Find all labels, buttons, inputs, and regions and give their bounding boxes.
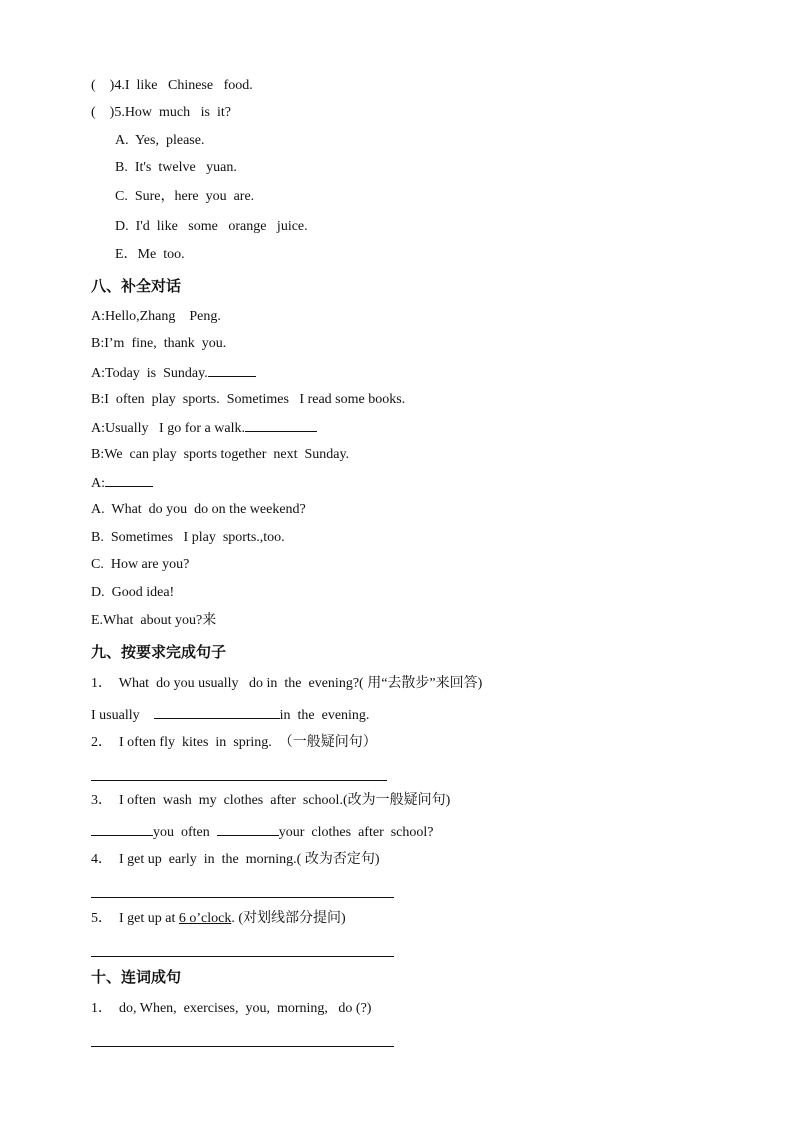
dialog-line-7 (91, 473, 153, 493)
dialog-line-7-text: A: (91, 476, 105, 491)
dialog-option-e: E.What about you?来 (91, 613, 217, 628)
dialog-line-3 (91, 363, 256, 383)
dialog-line-5-text: A:Usually I go for a walk. (91, 421, 245, 436)
dialog-line-4: B:I often play sports. Sometimes I read some books. (91, 392, 406, 407)
rewrite-answer-3-post: your clothes after school? (278, 825, 434, 840)
rewrite-blank-3b[interactable] (217, 822, 279, 836)
dialog-blank-3[interactable] (105, 473, 153, 487)
underlined-phrase: 6 o’clock (178, 911, 232, 926)
dialog-line-5 (91, 418, 317, 438)
rewrite-question-5 (91, 910, 346, 928)
rewrite-question-5-pre: 5． I get up at (91, 911, 176, 926)
section-9-title: 九、按要求完成句子 (91, 643, 227, 661)
rewrite-question-2: 2． I often fly kites in spring. （一般疑问句） (91, 735, 377, 750)
match-option-d: D. I'd like some orange juice. (115, 219, 308, 234)
rewrite-question-5-post: . (对划线部分提问) (231, 911, 346, 926)
rewrite-answer-3 (91, 822, 434, 842)
match-option-e: E．Me too. (115, 247, 185, 262)
dialog-line-2: B:I’m fine, thank you. (91, 336, 227, 351)
answer-line-10-1[interactable] (91, 1046, 394, 1047)
rewrite-answer-1-post: in the evening. (279, 708, 370, 723)
dialog-option-d: D. Good idea! (91, 585, 175, 600)
question-5: ( )5.How much is it? (91, 105, 231, 120)
match-option-c: C. Sure，here you are. (115, 189, 255, 204)
answer-line-2[interactable] (91, 780, 387, 781)
dialog-blank-2[interactable] (245, 418, 317, 432)
rewrite-blank-3a[interactable] (91, 822, 153, 836)
match-option-b: B. It's twelve yuan. (115, 160, 237, 175)
dialog-line-3-text: A:Today is Sunday. (91, 366, 208, 381)
rewrite-blank-1[interactable] (154, 705, 280, 719)
rewrite-answer-1-pre: I usually (91, 708, 140, 723)
dialog-option-c: C. How are you? (91, 557, 190, 572)
answer-line-4[interactable] (91, 897, 394, 898)
word-order-question-1: 1． do, When, exercises, you, morning, do (?) (91, 1001, 372, 1016)
dialog-option-b: B. Sometimes I play sports.,too. (91, 530, 285, 545)
dialog-blank-1[interactable] (208, 363, 256, 377)
dialog-line-6: B:We can play sports together next Sunday. (91, 447, 350, 462)
question-4: ( )4.I like Chinese food. (91, 78, 253, 93)
match-option-a: A. Yes, please. (115, 133, 205, 148)
section-8-title: 八、补全对话 (91, 277, 182, 295)
rewrite-answer-1 (91, 705, 369, 725)
rewrite-question-4: 4． I get up early in the morning.( 改为否定句) (91, 852, 380, 867)
rewrite-answer-3-mid: you often (153, 825, 210, 840)
dialog-option-a: A. What do you do on the weekend? (91, 502, 306, 517)
rewrite-question-3: 3． I often wash my clothes after school.(改为一般疑问句) (91, 793, 451, 808)
rewrite-question-1: 1． What do you usually do in the evening?( 用“去散步”来回答) (91, 676, 483, 691)
dialog-line-1: A:Hello,Zhang Peng. (91, 309, 221, 324)
section-10-title: 十、连词成句 (91, 968, 182, 986)
answer-line-5[interactable] (91, 956, 394, 957)
